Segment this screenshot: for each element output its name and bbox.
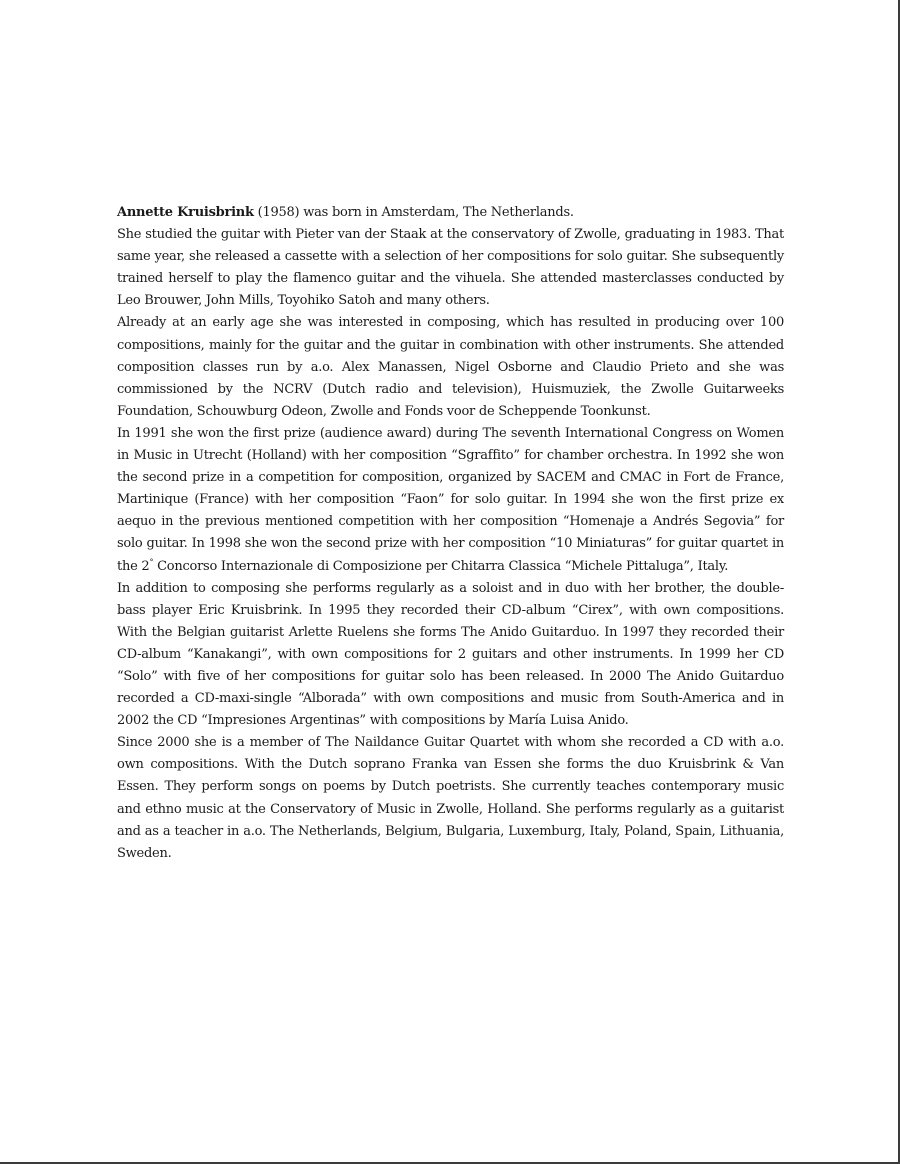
composer-name: Annette Kruisbrink bbox=[117, 205, 254, 220]
composing-paragraph: Already at an early age she was interested in composing, which has resulted in producing over 100 compositions, mainly for the guitar and the guitar in combination with other instruments. She attended composition classes run by a.o. Alex Manassen, Nigel Osborne and Claudio Prieto and she was commissioned by the NCRV (Dutch radio and television), Huismuziek, the Zwolle Guitarweeks Foundation, Schouwburg Odeon, Zwolle and Fonds voor de Scheppende Toonkunst. bbox=[117, 315, 784, 419]
awards-text-part-2: Concorso Internazionale di Composizione per Chitarra Classica “Michele Pittaluga”, Italy. bbox=[153, 558, 729, 574]
education-paragraph: She studied the guitar with Pieter van der Staak at the conservatory of Zwolle, graduating in 1983. That same year, she released a cassette with a selection of her compositions for solo guitar. She subsequently trained herself to play the flamenco guitar and the vihuela. She attended masterclasses conducted by Leo Brouwer, John Mills, Toyohiko Satoh and many others. bbox=[117, 227, 784, 309]
teaching-paragraph: Since 2000 she is a member of The Naildance Guitar Quartet with whom she recorded a CD with a.o. own compositions. With the Dutch soprano Franka van Essen she forms the duo Kruisbrink & Van Essen. They perform songs on poems by Dutch poetrists. She currently teaches contemporary music and ethno music at the Conservatory of Music in Zwolle, Holland. She performs regularly as a guitarist and as a teacher in a.o. The Netherlands, Belgium, Bulgaria, Luxemburg, Italy, Poland, Spain, Lithuania, Sweden. bbox=[117, 735, 784, 861]
biography-text bbox=[117, 202, 784, 865]
ordinal-degree-mark: ° bbox=[149, 557, 154, 567]
intro-text: (1958) was born in Amsterdam, The Netherlands. bbox=[253, 205, 574, 220]
intro-paragraph bbox=[117, 202, 784, 224]
awards-paragraph bbox=[117, 423, 784, 578]
awards-text-part-1: In 1991 she won the first prize (audience award) during The seventh International Congress on Women in Music in Utrecht (Holland) with her composition “Sgraffito” for chamber orchestra. In 1992 she won the second prize in a competition for composition, organized by SACEM and CMAC in Fort de France, Martinique (France) with her composition “Faon” for solo guitar. In 1994 she won the first prize ex aequo in the previous mentioned competition with her composition “Homenaje a Andrés Segovia” for solo guitar. In 1998 she won the second prize with her composition “10 Miniaturas” for guitar quartet in the 2 bbox=[117, 425, 784, 574]
performing-paragraph: In addition to composing she performs regularly as a soloist and in duo with her brother, the double-bass player Eric Kruisbrink. In 1995 they recorded their CD-album “Cirex”, with own compositions. With the Belgian guitarist Arlette Ruelens she forms The Anido Guitarduo. In 1997 they recorded their CD-album “Kanakangi”, with own compositions for 2 guitars and other instruments. In 1999 her CD “Solo” with five of her compositions for guitar solo has been released. In 2000 The Anido Guitarduo recorded a CD-maxi-single “Alborada” with own compositions and music from South-America and in 2002 the CD “Impresiones Argentinas” with compositions by María Luisa Anido. bbox=[117, 580, 784, 729]
